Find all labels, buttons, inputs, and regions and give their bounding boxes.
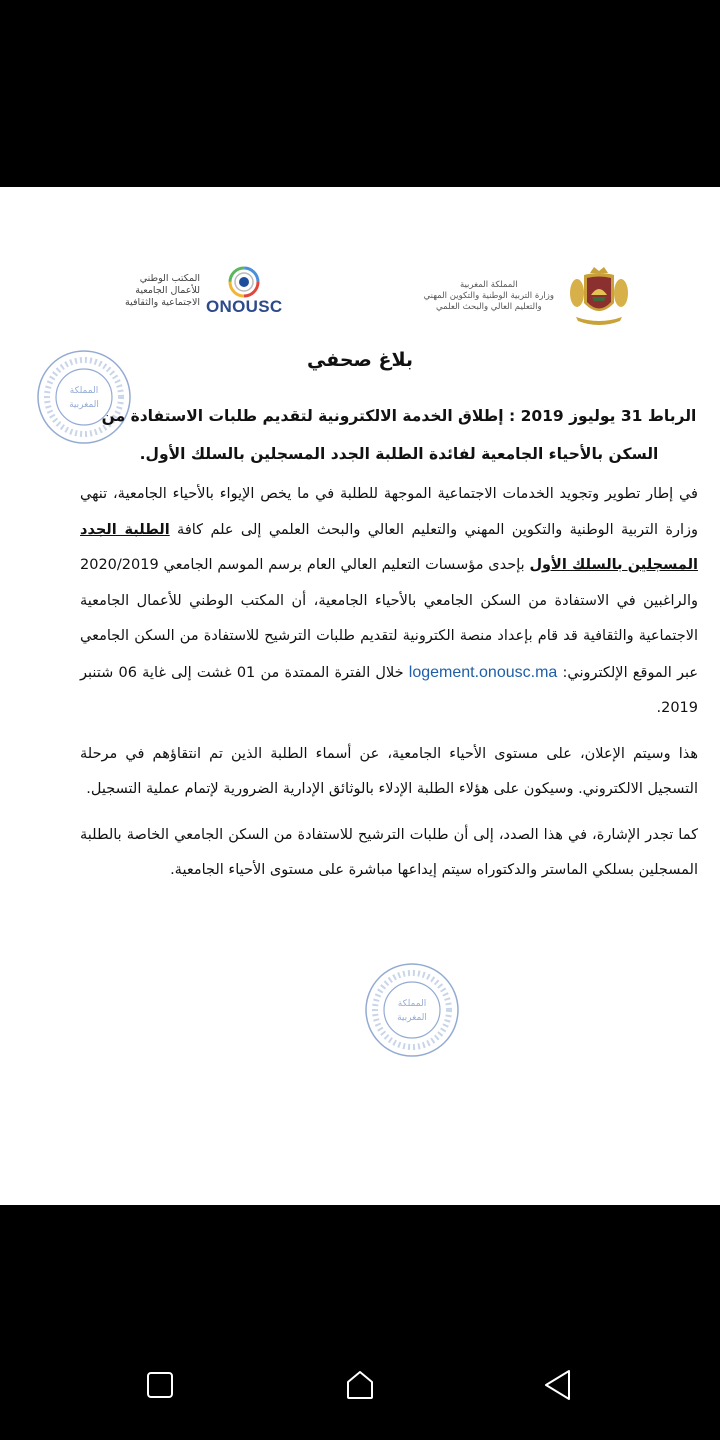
onousc-line-1: المكتب الوطني: [139, 273, 201, 284]
ministry-line-1: المملكة المغربية: [459, 279, 518, 290]
recents-button[interactable]: [138, 1363, 182, 1407]
back-triangle-icon: [543, 1369, 573, 1401]
stamp-center-line-1: المملكة: [69, 386, 99, 396]
ministry-line-2: وزارة التربية الوطنية والتكوين المهني: [423, 290, 554, 301]
square-recents-icon: [146, 1371, 174, 1399]
onousc-logo-block: [125, 265, 282, 317]
onousc-line-2: للأعمال الجامعية: [135, 285, 201, 296]
onousc-line-3: الاجتماعية والثقافية: [125, 297, 201, 308]
home-icon: [345, 1370, 375, 1400]
document-subtitle: الرباط 31 يوليوز 2019 : إطلاق الخدمة الالكترونية لتقديم طلبات الاستفادة من السكن بالأحياء الجامعية لفائدة الطلبة الجدد المسجلين بالسلك الأول.: [101, 407, 697, 463]
onousc-brand: [206, 265, 282, 317]
ministry-logo-block: [424, 263, 630, 329]
system-navigation-bar: [0, 1330, 720, 1440]
coat-of-arms-icon: [568, 263, 630, 329]
ministry-name: [424, 280, 554, 313]
back-button[interactable]: [536, 1363, 580, 1407]
paragraph-2: هذا وسيتم الإعلان، على مستوى الأحياء الجامعية، عن أسماء الطلبة الذين تم انتقاؤهم في مرحلة التسجيل الالكتروني. وسيكون على هؤلاء الطلبة الإدلاء بالوثائق الإدارية الضرورية لإتمام عملية التسجيل.: [80, 745, 698, 797]
paragraph-1-text-a: في إطار تطوير وتجويد الخدمات الاجتماعية الموجهة للطلبة في ما يخص الإيواء بالأحياء الجامعية، تنهي وزارة التربية الوطنية والتكوين المهني والتعليم العالي والبحث العلمي إلى علم كافة: [80, 486, 698, 538]
paragraph-1: [80, 477, 698, 727]
home-button[interactable]: [338, 1363, 382, 1407]
press-release-document: [0, 187, 720, 1205]
stamp-center-line-2: المغربية: [397, 1013, 427, 1023]
onousc-ring-logo-icon: [227, 265, 261, 299]
stamp-center-line-2: المغربية: [69, 400, 99, 410]
onousc-arabic-name: [125, 273, 200, 309]
onousc-brand-name: ONOUSC: [206, 297, 283, 316]
website-link[interactable]: logement.onousc.ma: [408, 663, 558, 681]
paragraph-1-text-c: خلال الفترة الممتدة من 01 غشت إلى غاية 06 شتنبر 2019.: [80, 664, 698, 716]
paragraph-1-emphasis: الطلبة الجدد المسجلين بالسلك الأول: [80, 521, 698, 573]
official-stamp-icon: [360, 960, 464, 1060]
document-title: بلاغ صحفي: [306, 349, 414, 371]
document-body: [80, 477, 698, 899]
paragraph-1-text-b: بإحدى مؤسسات التعليم العالي العام برسم الموسم الجامعي 2020/2019 والراغبين في الاستفادة من السكن الجامعي بالأحياء الجامعية، أن المكتب الوطني للأعمال الجامعية الاجتماعية والثقافية قد قام بإعداد منصة الكترونية لتقديم طلبات الترشيح للاستفادة من السكن الجامعي عبر الموقع الإلكتروني:: [80, 557, 698, 681]
ministry-line-3: والتعليم العالي والبحث العلمي: [436, 301, 542, 312]
paragraph-3: كما تجدر الإشارة، في هذا الصدد، إلى أن طلبات الترشيح للاستفادة من السكن الجامعي الخاصة بالطلبة المسجلين بسلكي الماستر والدكتوراه سيتم إيداعها مباشرة على مستوى الأحياء الجامعية.: [80, 826, 698, 878]
stamp-center-line-1: المملكة: [397, 999, 427, 1009]
